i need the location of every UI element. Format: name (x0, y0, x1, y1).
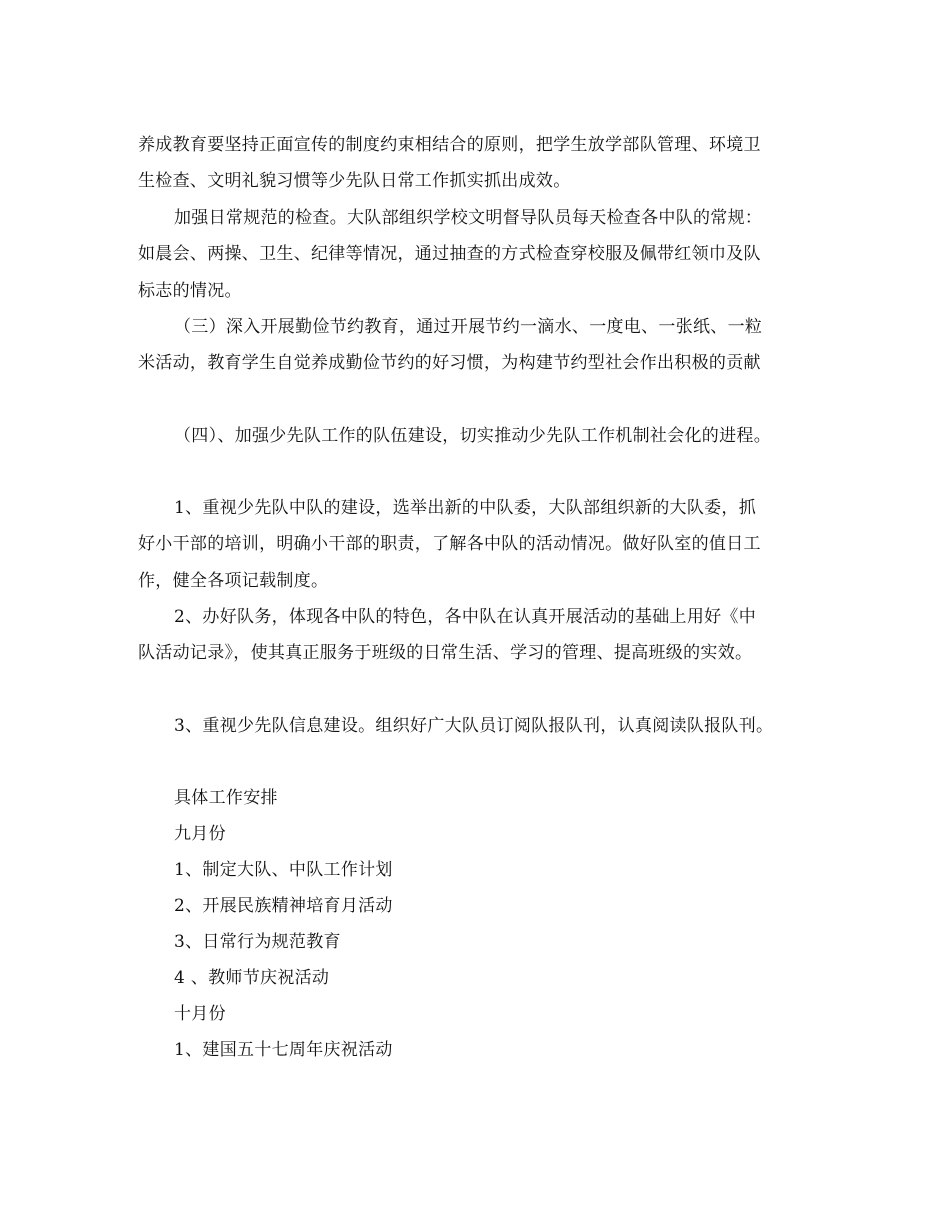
text-line-8: （四）、加强少先队工作的队伍建设，切实推动少先队工作机制社会化的进程。 (174, 426, 771, 446)
text-line-21: 十月份 (174, 1004, 226, 1024)
text-line-20: 4 、教师节庆祝活动 (174, 968, 330, 988)
text-line-1: 养成教育要坚持正面宣传的制度约束相结合的原则，把学生放学部队管理、环境卫 (138, 135, 761, 155)
text-line-4: 如晨会、两操、卫生、纪律等情况，通过抽查的方式检查穿校服及佩带红领巾及队 (138, 244, 761, 264)
text-line-17: 1、制定大队、中队工作计划 (174, 860, 393, 880)
text-line-13: 队活动记录》，使其真正服务于班级的日常生活、学习的管理、提高班级的实效。 (138, 643, 753, 663)
text-line-3: 加强日常规范的检查。大队部组织学校文明督导队员每天检查各中队的常规： (174, 208, 763, 228)
text-line-10: 好小干部的培训，明确小干部的职责，了解各中队的活动情况。做好队室的值日工 (138, 534, 761, 554)
text-line-14: 3、重视少先队信息建设。组织好广大队员订阅队报队刊，认真阅读队报队刊。 (174, 716, 774, 736)
text-line-18: 2、开展民族精神培育月活动 (174, 896, 393, 916)
text-line-15: 具体工作安排 (174, 788, 278, 808)
text-line-6: （三）深入开展勤俭节约教育，通过开展节约一滴水、一度电、一张纸、一粒 (174, 317, 763, 337)
text-line-9: 1、重视少先队中队的建设，选举出新的中队委，大队部组织新的大队委，抓 (174, 498, 757, 518)
text-line-12: 2、办好队务，体现各中队的特色，各中队在认真开展活动的基础上用好《中 (174, 607, 757, 627)
text-line-19: 3、日常行为规范教育 (174, 932, 341, 952)
text-line-11: 作，健全各项记载制度。 (138, 571, 329, 591)
text-line-2: 生检查、文明礼貌习惯等少先队日常工作抓实抓出成效。 (138, 171, 571, 191)
text-line-5: 标志的情况。 (138, 281, 242, 301)
text-line-16: 九月份 (174, 824, 226, 844)
text-line-7: 米活动，教育学生自觉养成勤俭节约的好习惯，为构建节约型社会作出积极的贡献 (138, 353, 761, 373)
text-line-22: 1、建国五十七周年庆祝活动 (174, 1040, 393, 1060)
